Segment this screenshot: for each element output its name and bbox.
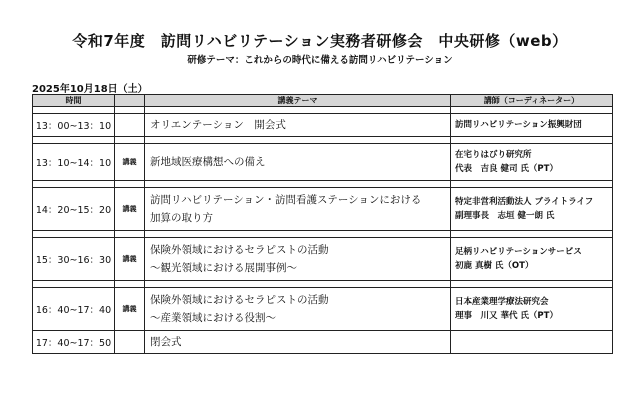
column-header-theme: 講義テーマ (145, 95, 451, 107)
spacer-row (33, 137, 613, 144)
session-time: 13：00~13：10 (33, 114, 115, 137)
lecturer-line: 日本産業理学療法研究会 (455, 297, 549, 307)
lecturer-line: 初鹿 真樹 氏（OT） (455, 261, 534, 271)
event-date: 2025年10月18日（土） (32, 84, 148, 95)
table-row (33, 114, 613, 137)
theme-line: 保険外領域におけるセラピストの活動 (150, 244, 329, 256)
lecturer-line: 理事 川又 華代 氏（PT） (455, 311, 558, 321)
theme-line: オリエンテーション 開会式 (150, 119, 286, 131)
column-header-kind (115, 95, 145, 107)
session-lecturer (451, 238, 613, 281)
spacer-row (33, 181, 613, 188)
table-row (33, 331, 613, 354)
session-lecturer (451, 288, 613, 331)
theme-line: 訪問リハビリテーション・訪問看護ステーションにおける (150, 194, 422, 206)
column-header-lecturer: 講師（コーディネーター） (451, 95, 613, 107)
theme-line: 閉会式 (150, 336, 182, 348)
lecturer-line: 足柄リハビリテーションサービス (455, 247, 582, 257)
session-time: 16：40~17：40 (33, 288, 115, 331)
session-lecturer (451, 331, 613, 354)
schedule-table (32, 94, 613, 354)
session-kind (115, 114, 145, 137)
spacer-row (33, 231, 613, 238)
lecturer-line: 特定非営利活動法人 ブライトライフ (455, 197, 594, 207)
page-title: 令和7年度 訪問リハビリテーション実務者研修会 中央研修（web） (72, 32, 568, 50)
session-lecturer (451, 188, 613, 231)
session-lecturer (451, 144, 613, 181)
theme-line: 保険外領域におけるセラピストの活動 (150, 294, 329, 306)
session-lecturer (451, 114, 613, 137)
table-row (33, 238, 613, 281)
session-theme (145, 331, 451, 354)
session-time: 13：10~14：10 (33, 144, 115, 181)
lecturer-line: 在宅りはびり研究所 (455, 150, 532, 160)
spacer-row (33, 281, 613, 288)
session-kind (115, 331, 145, 354)
session-time: 15：30~16：30 (33, 238, 115, 281)
column-header-time: 時間 (33, 95, 115, 107)
session-theme (145, 288, 451, 331)
spacer-row (33, 107, 613, 114)
theme-line: ～産業領域における役割～ (150, 312, 276, 324)
theme-line: 加算の取り方 (150, 212, 213, 224)
theme-line: ～観光領域における展開事例～ (150, 262, 297, 274)
table-row (33, 144, 613, 181)
session-theme (145, 144, 451, 181)
theme-line: 新地域医療構想への備え (150, 156, 266, 168)
session-kind: 講義 (115, 238, 145, 281)
session-kind: 講義 (115, 144, 145, 181)
lecturer-line: 代表 吉良 健司 氏（PT） (455, 164, 558, 174)
lecturer-line: 訪問リハビリテーション振興財団 (455, 120, 582, 130)
session-kind: 講義 (115, 288, 145, 331)
session-theme (145, 238, 451, 281)
session-theme (145, 188, 451, 231)
session-time: 14：20~15：20 (33, 188, 115, 231)
page-subtitle: 研修テーマ：これからの時代に備える訪問リハビリテーション (187, 55, 453, 66)
session-kind: 講義 (115, 188, 145, 231)
session-time: 17：40~17：50 (33, 331, 115, 354)
table-header-row (33, 95, 613, 107)
table-row (33, 188, 613, 231)
table-row (33, 288, 613, 331)
session-theme (145, 114, 451, 137)
lecturer-line: 副理事長 志垣 健一朗 氏 (455, 211, 555, 221)
